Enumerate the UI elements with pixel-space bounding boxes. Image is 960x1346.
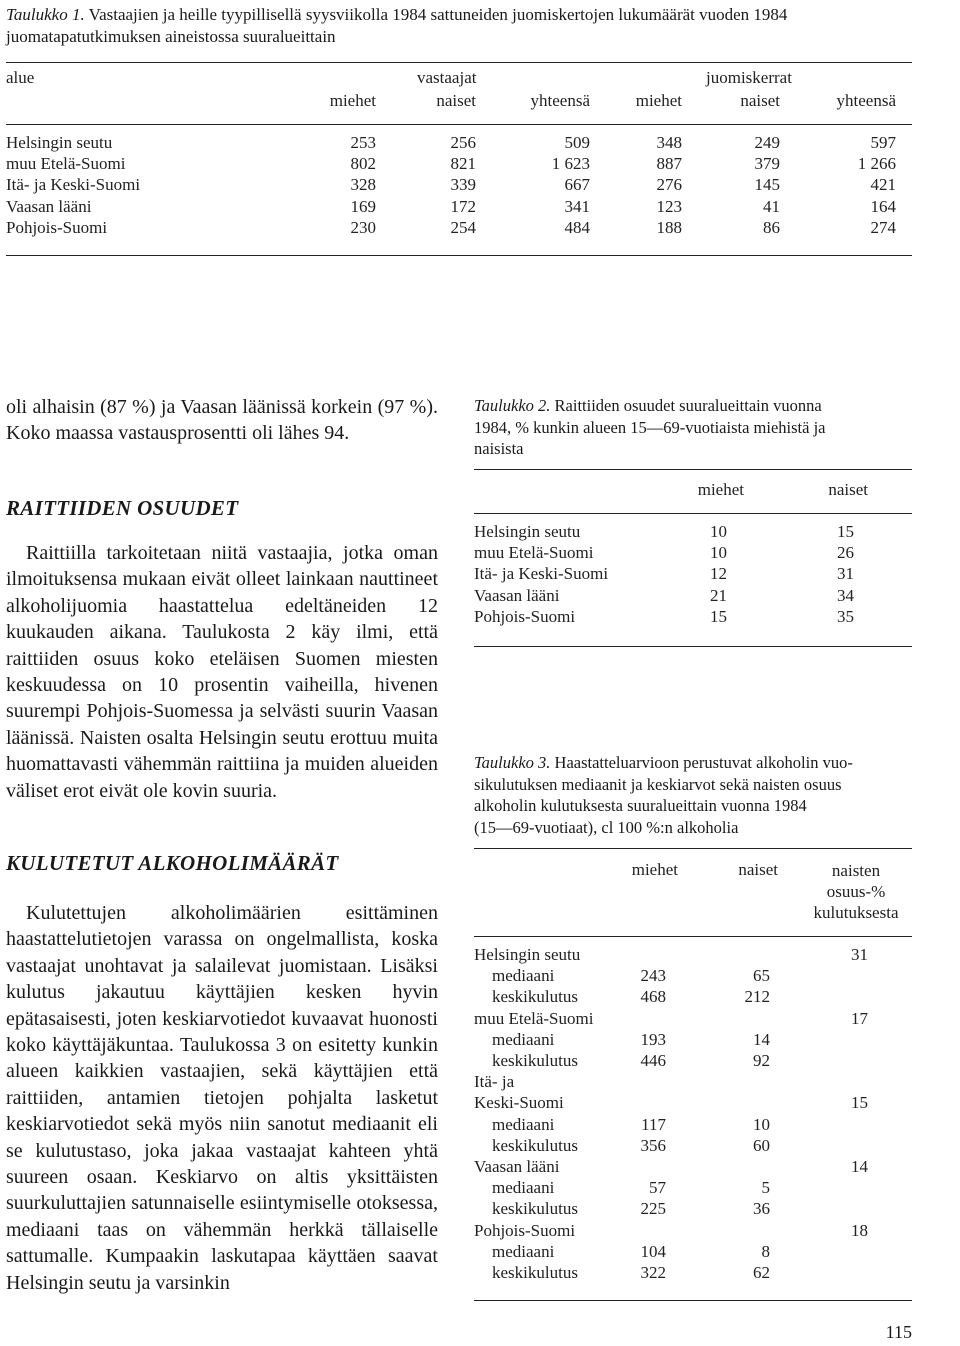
table3-region-name: Vaasan lääni <box>474 1157 560 1176</box>
table3-median-women: 14 <box>753 1029 770 1049</box>
table1-value-cell: 1 266 <box>857 154 896 174</box>
table1-value-cell: 821 <box>450 154 476 174</box>
table3-header-rule <box>474 936 912 937</box>
table1-value-cell: 253 <box>350 133 376 152</box>
table1-caption <box>6 4 926 48</box>
table3-median-label: mediaani <box>492 1241 555 1261</box>
table3-header-share-line1: naisten <box>831 861 881 880</box>
table1-value-cell: 172 <box>450 196 476 216</box>
table3-mean-row <box>0 986 960 1007</box>
table2-row <box>0 585 960 606</box>
table2-women-cell: 15 <box>837 522 854 541</box>
table3-region-name: Itä- ja <box>474 1072 515 1092</box>
table1-caption-label: Taulukko 1. <box>6 5 85 24</box>
table3-mean-women: 36 <box>753 1199 770 1219</box>
table1-value-cell: 802 <box>350 154 376 174</box>
table2-men-cell: 12 <box>710 564 727 584</box>
table2-top-rule <box>474 469 912 470</box>
table2-men-cell: 10 <box>710 522 727 541</box>
table1-value-cell: 597 <box>870 133 896 152</box>
paragraph-raittiiden-text: Raittiilla tarkoitetaan niitä vastaajia, jotka oman ilmoituksensa mukaan eivät olleet lainkaan nauttineet alkoholijuomia haastattelua edeltäneiden 12 kuukauden aikana. Taulukosta 2 käy ilmi, että raittiiden osuus koko eteläisen Suomen miesten keskuudessa on 10 prosentin vaiheilla, hivenen suurempi Pohjois-Suomessa ja selvästi suurin Vaasan läänissä. Naisten osalta Helsingin seutu erottuu muita huomattavasti vähemmän raittiina ja muiden alueiden väliset erot eivät ole kovin suuria. <box>6 542 438 802</box>
table3-median-women: 65 <box>753 966 770 986</box>
table2-row <box>0 542 960 563</box>
table1-col-area: alue <box>6 68 35 87</box>
table3-mean-women: 60 <box>753 1135 770 1155</box>
table3-median-row <box>0 1114 960 1135</box>
table1-value-cell: 169 <box>350 196 376 216</box>
table1-value-cell: 188 <box>656 217 682 237</box>
table2-area-cell: Itä- ja Keski-Suomi <box>474 564 609 584</box>
table1-value-cell: 254 <box>450 217 476 237</box>
table2-header-men: miehet <box>697 480 744 499</box>
table1-row <box>0 132 960 153</box>
table3-median-men: 117 <box>641 1114 666 1134</box>
table1-area-cell: muu Etelä-Suomi <box>6 154 126 174</box>
table3-region-row <box>0 1071 960 1092</box>
table1-value-cell: 274 <box>870 217 896 237</box>
table3-header-women: naiset <box>738 860 778 879</box>
table2-women-cell: 26 <box>837 543 854 563</box>
table2-caption <box>474 395 912 460</box>
table2-caption-line3: naisista <box>474 439 524 458</box>
table3-median-men: 104 <box>640 1241 666 1261</box>
table3-region-row <box>0 944 960 965</box>
paragraph-kulutetut-text: Kulutettujen alkoholimäärien esittäminen haastattelutietojen varassa on ongelmallista, koska vastaajat unohtavat ja salailevat juomistaan. Lisäksi kulutus jakautuu käyttäjien kesken hyvin epätasaisesti, joten keskiarvotiedot kuvaavat huonosti koko käyttäjäkuntaa. Taulukossa 3 on esitetty kunkin alueen kaikkien vastaajien, sekä käyttäjien että raittiiden, antamien tietojen pohjalta lasketut keskiarvotiedot sekä myös niin sanotut mediaanit eli se kulutustaso, joka jakaa vastaajat kahteen yhtä suureen osaan. Keskiarvo on altis yksittäisten suurkuluttajien satunnaiselle esiintymiselle otoksessa, mediaani taas on vähemmän herkkä tällaiselle sattumalle. Kumpaakin laskutapaa käyttäen saavat Helsingin seutu ja varsinkin <box>6 902 438 1294</box>
table1-value-cell: 348 <box>656 133 682 152</box>
table3-mean-row <box>0 1262 960 1283</box>
table2-header-row <box>0 479 960 500</box>
table2-women-cell: 31 <box>837 564 854 584</box>
table3-median-row <box>0 1241 960 1262</box>
table3-median-label: mediaani <box>492 1029 555 1049</box>
table1-group-occasions: juomiskerrat <box>706 68 792 87</box>
table3-mean-label: keskikulutus <box>492 1051 578 1070</box>
table3-caption <box>474 752 912 838</box>
table3-region-name: Keski-Suomi <box>474 1093 564 1113</box>
table1-area-cell: Helsingin seutu <box>6 133 113 152</box>
table1-row <box>0 217 960 238</box>
table3-median-row <box>0 1177 960 1198</box>
table3-share-cell: 15 <box>851 1093 868 1113</box>
page-number: 115 <box>885 1322 912 1342</box>
table1-value-cell: 249 <box>754 133 780 152</box>
table3-mean-women: 212 <box>744 987 770 1007</box>
table2-row <box>0 563 960 584</box>
table1-value-cell: 1 623 <box>551 154 590 174</box>
table1-value-cell: 145 <box>754 175 780 195</box>
table1-value-cell: 230 <box>350 217 376 237</box>
table1-caption-text: Vastaajien ja heille tyypillisellä syysviikolla 1984 sattuneiden juomiskertojen lukumäärät vuoden 1984 <box>88 5 788 24</box>
table3-mean-label: keskikulutus <box>492 1263 578 1282</box>
table1-row <box>0 196 960 217</box>
table2-area-cell: Helsingin seutu <box>474 522 581 541</box>
table1-group-respondents: vastaajat <box>417 68 477 87</box>
table3-mean-men: 356 <box>640 1135 666 1155</box>
table3-mean-row <box>0 1198 960 1219</box>
table2-area-cell: Pohjois-Suomi <box>474 606 576 626</box>
table1-value-cell: 339 <box>450 175 476 195</box>
table1-value-cell: 41 <box>763 196 780 216</box>
table1-row <box>0 174 960 195</box>
table3-median-row <box>0 1029 960 1050</box>
table2-men-cell: 15 <box>710 606 727 626</box>
table1-value-cell: 276 <box>656 175 682 195</box>
table3-caption-label: Taulukko 3. <box>474 753 551 772</box>
table1-value-cell: 86 <box>763 217 780 237</box>
table2-header-women: naiset <box>828 480 868 499</box>
table3-header-men: miehet <box>631 860 678 879</box>
table3-median-label: mediaani <box>492 1178 555 1198</box>
table2-women-cell: 35 <box>837 606 854 626</box>
table3-region-name: Helsingin seutu <box>474 945 581 964</box>
table1-subheader: naiset <box>436 91 476 110</box>
table1-subheader: miehet <box>635 91 682 110</box>
table3-median-women: 5 <box>761 1178 770 1198</box>
table2-row <box>0 521 960 542</box>
table1-subheader: miehet <box>329 91 376 110</box>
table2-bottom-rule <box>474 646 912 647</box>
table1-subheader: yhteensä <box>836 91 896 110</box>
intro-paragraph <box>6 394 438 447</box>
table3-header-share <box>800 860 912 923</box>
table2-men-cell: 10 <box>710 543 727 563</box>
table3-mean-row <box>0 1050 960 1071</box>
table1-header-rule <box>6 124 912 125</box>
table3-header-share-line3: kulutuksesta <box>813 903 899 922</box>
table3-mean-women: 92 <box>753 1051 770 1070</box>
table3-median-label: mediaani <box>492 1114 555 1134</box>
table1-value-cell: 123 <box>656 196 682 216</box>
table2-header-rule <box>474 513 912 514</box>
table3-mean-row <box>0 1135 960 1156</box>
table3-mean-label: keskikulutus <box>492 987 578 1007</box>
table1-row <box>0 153 960 174</box>
table3-mean-men: 446 <box>640 1051 666 1070</box>
table1-top-rule <box>6 62 912 63</box>
table2-caption-line2: 1984, % kunkin alueen 15—69-vuotiaista miehistä ja <box>474 417 826 437</box>
table3-median-men: 243 <box>640 966 666 986</box>
table1-value-cell: 887 <box>656 154 682 174</box>
table3-share-cell: 14 <box>851 1157 868 1176</box>
table3-caption-line1: Haastatteluarvioon perustuvat alkoholin vuo- <box>554 753 853 772</box>
table3-mean-men: 468 <box>640 987 666 1007</box>
table3-mean-women: 62 <box>753 1263 770 1282</box>
table2-men-cell: 21 <box>710 585 727 605</box>
table1-value-cell: 509 <box>564 133 590 152</box>
table1-value-cell: 484 <box>564 217 590 237</box>
table1-value-cell: 256 <box>450 133 476 152</box>
table3-mean-label: keskikulutus <box>492 1135 578 1155</box>
table3-bottom-rule <box>474 1300 912 1301</box>
table1-subheader: yhteensä <box>530 91 590 110</box>
table3-region-name: Pohjois-Suomi <box>474 1220 576 1240</box>
table3-share-cell: 17 <box>851 1008 868 1028</box>
table3-median-men: 193 <box>640 1029 666 1049</box>
table1-value-cell: 341 <box>564 196 590 216</box>
table1-bottom-rule <box>6 255 912 256</box>
table2-caption-label: Taulukko 2. <box>474 396 551 415</box>
table1-area-cell: Itä- ja Keski-Suomi <box>6 175 141 195</box>
table1-value-cell: 667 <box>564 175 590 195</box>
table3-median-label: mediaani <box>492 966 555 986</box>
table1-value-cell: 164 <box>870 196 896 216</box>
table3-region-name: muu Etelä-Suomi <box>474 1008 594 1028</box>
table3-region-row <box>0 1092 960 1113</box>
table3-median-men: 57 <box>649 1178 666 1198</box>
intro-text: oli alhaisin (87 %) ja Vaasan läänissä korkein (97 %). Koko maassa vastausprosentti oli lähes 94. <box>6 396 438 445</box>
table2-row <box>0 606 960 627</box>
table2-area-cell: muu Etelä-Suomi <box>474 543 594 563</box>
table3-caption-line2: sikulutuksen mediaanit ja keskiarvot sekä naisten osuus <box>474 774 842 794</box>
table3-share-cell: 31 <box>851 945 868 964</box>
table3-caption-line3: alkoholin kulutuksesta suuralueittain vuonna 1984 <box>474 796 807 815</box>
table3-median-women: 8 <box>761 1241 770 1261</box>
table3-region-row <box>0 1156 960 1177</box>
table1-area-cell: Pohjois-Suomi <box>6 217 108 237</box>
table3-top-rule <box>474 848 912 849</box>
table3-header-share-line2: osuus-% <box>826 882 886 901</box>
table1-value-cell: 421 <box>870 175 896 195</box>
table1-area-cell: Vaasan lääni <box>6 196 92 216</box>
table3-caption-line4: (15—69-vuotiaat), cl 100 %:n alkoholia <box>474 817 739 837</box>
table1-value-cell: 379 <box>754 154 780 174</box>
table3-median-women: 10 <box>753 1114 770 1134</box>
table3-mean-label: keskikulutus <box>492 1199 578 1219</box>
table3-median-row <box>0 965 960 986</box>
table2-caption-line1: Raittiiden osuudet suuralueittain vuonna <box>554 396 822 415</box>
table3-share-cell: 18 <box>851 1220 868 1240</box>
table2-area-cell: Vaasan lääni <box>474 585 560 605</box>
table2-women-cell: 34 <box>837 585 854 605</box>
heading-raittiiden-osuudet: RAITTIIDEN OSUUDET <box>6 496 239 520</box>
table3-mean-men: 322 <box>640 1263 666 1282</box>
table3-mean-men: 225 <box>640 1199 666 1219</box>
table3-region-row <box>0 1220 960 1241</box>
table1-value-cell: 328 <box>350 175 376 195</box>
heading-kulutetut-alkoholimaarat: KULUTETUT ALKOHOLIMÄÄRÄT <box>6 851 339 875</box>
table1-subheader-row <box>0 90 960 111</box>
table3-region-row <box>0 1008 960 1029</box>
table1-caption-text2: juomatapatutkimuksen aineistossa suuralueittain <box>6 27 336 46</box>
table1-subheader: naiset <box>740 91 780 110</box>
